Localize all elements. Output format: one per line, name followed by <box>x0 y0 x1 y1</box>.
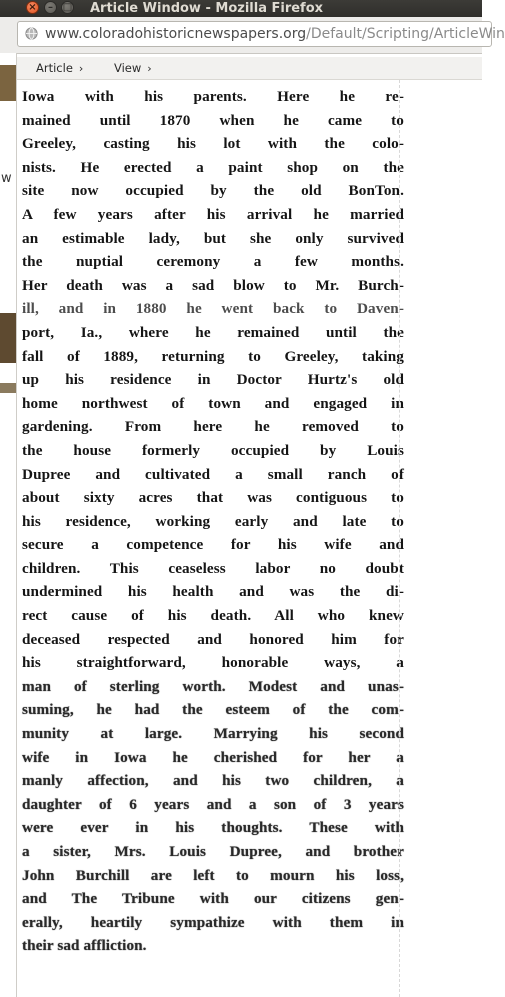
article-line: fall of 1889, returning to Greeley, taking <box>22 347 404 365</box>
article-line: his straightforward, honorable ways, a <box>22 654 404 672</box>
article-line: wife in Iowa he cherished for her a <box>22 748 404 766</box>
article-line: were ever in his thoughts. These with <box>22 819 404 837</box>
column-rule <box>399 80 401 997</box>
minimize-window-button[interactable]: – <box>44 1 57 14</box>
url-text[interactable] <box>45 22 505 46</box>
article-line: site now occupied by the old BonTon. <box>22 182 404 200</box>
maximize-window-button[interactable]: □ <box>62 2 73 13</box>
chevron-right-icon: › <box>147 62 152 75</box>
article-line: Iowa with his parents. Here he re- <box>22 88 404 105</box>
background-page-text: w <box>1 171 12 186</box>
background-page-strip <box>0 53 17 997</box>
window-title: Article Window - Mozilla Firefox <box>90 1 324 16</box>
article-line: deceased respected and honored him for <box>22 630 404 648</box>
url-bar[interactable] <box>17 21 505 47</box>
globe-icon[interactable] <box>25 27 38 40</box>
article-line: rect cause of his death. All who knew <box>22 607 404 625</box>
menu-view[interactable] <box>114 57 152 80</box>
article-menu-bar <box>17 57 482 80</box>
url-host: www.coloradohistoricnewspapers.org <box>45 26 307 42</box>
article-line: manly affection, and his two children, a <box>22 772 404 790</box>
menu-view-label: View <box>114 61 142 75</box>
article-line: undermined his health and was the di- <box>22 583 404 601</box>
article-line: about sixty acres that was contiguous to <box>22 489 404 507</box>
title-bar[interactable] <box>0 0 482 17</box>
article-line: gardening. From here he removed to <box>22 418 404 436</box>
article-line: the nuptial ceremony a few months. <box>22 253 404 271</box>
article-line: the house formerly occupied by Louis <box>22 441 404 459</box>
article-line: his residence, working early and late to <box>22 512 404 530</box>
article-line: Greeley, casting his lot with the colo- <box>22 135 404 153</box>
article-line: home northwest of town and engaged in <box>22 394 404 412</box>
article-scan-image <box>17 80 417 997</box>
article-scan-viewer[interactable] <box>17 80 482 997</box>
article-line: a sister, Mrs. Louis Dupree, and brother <box>22 843 404 860</box>
background-image-fragment <box>0 65 16 101</box>
article-line: port, Ia., where he remained until the <box>22 323 404 341</box>
navigation-toolbar <box>0 17 505 54</box>
scan-margin <box>417 80 482 997</box>
article-line: A few years after his arrival he married <box>22 205 404 223</box>
article-line: nists. He erected a paint shop on the <box>22 158 404 176</box>
article-line: an estimable lady, but she only survived <box>22 229 404 247</box>
article-line: munity at large. Marrying his second <box>22 725 404 743</box>
article-line: and The Tribune with our citizens gen- <box>22 890 404 908</box>
article-line: Her death was a sad blow to Mr. Burch- <box>22 276 404 294</box>
article-line: daughter of 6 years and a son of 3 years <box>22 795 404 813</box>
chevron-right-icon: › <box>78 62 84 75</box>
article-line: suming, he had the esteem of the com- <box>22 701 404 719</box>
article-text <box>22 85 404 958</box>
article-line: children. This ceaseless labor no doubt <box>22 559 404 577</box>
article-line: up his residence in Doctor Hurtz's old <box>22 371 404 389</box>
article-line: Dupree and cultivated a small ranch of <box>22 465 404 483</box>
article-line: mained until 1870 when he came to <box>22 111 404 129</box>
menu-article[interactable] <box>36 57 83 80</box>
article-line: ill, and in 1880 he went back to Daven- <box>22 300 404 318</box>
menu-article-label: Article <box>36 61 73 75</box>
background-image-fragment <box>0 383 16 393</box>
url-path: /Default/Scripting/ArticleWin <box>306 26 505 42</box>
article-line: John Burchill are left to mourn his loss, <box>22 866 404 884</box>
article-line: secure a competence for his wife and <box>22 536 404 554</box>
article-line: their sad affliction. <box>22 937 147 955</box>
background-image-fragment <box>0 313 16 363</box>
article-line: erally, heartily sympathize with them in <box>22 913 404 931</box>
article-line: man of sterling worth. Modest and unas- <box>22 677 404 695</box>
close-window-button[interactable]: × <box>26 1 39 14</box>
